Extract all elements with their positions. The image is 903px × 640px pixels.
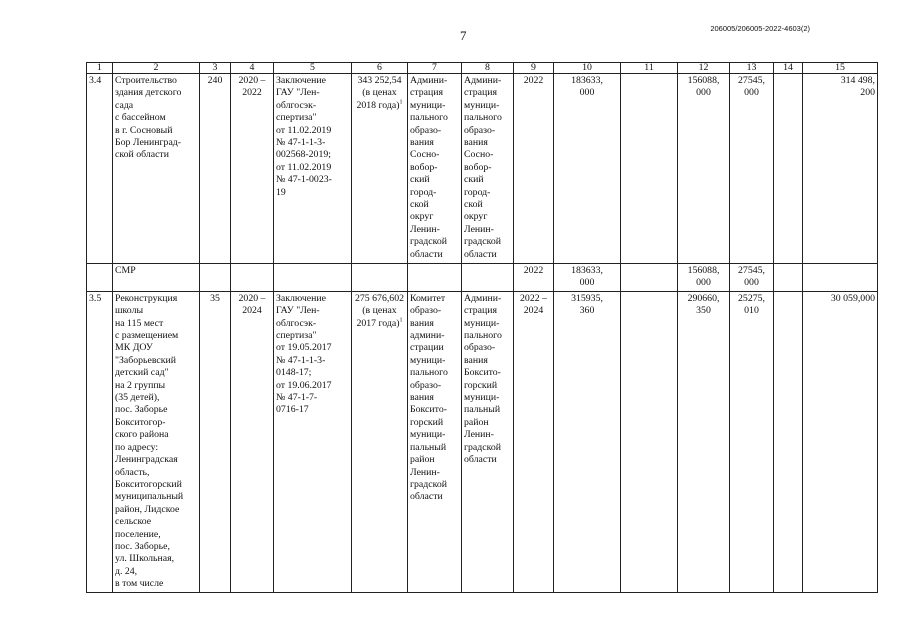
amount-cell (774, 291, 803, 592)
total-amount-cell: 315935, 360 (554, 291, 621, 592)
column-number: 2 (113, 63, 200, 74)
column-number: 3 (200, 63, 231, 74)
estimated-cost-value: 275 676,602 (в ценах 2017 года) (355, 292, 404, 329)
regional-amount-cell: 156088, 000 (678, 264, 730, 292)
year-cell: 2022 (514, 264, 554, 292)
table-row (87, 291, 878, 592)
total-amount-cell: 183633, 000 (554, 264, 621, 292)
balance-cell (803, 264, 878, 292)
column-number: 4 (231, 63, 274, 74)
column-number: 12 (678, 63, 730, 74)
amount-cell (774, 264, 803, 292)
column-number: 6 (352, 63, 408, 74)
customer-cell: Админи- страция муници- пального образо- вания Сосно- вобор- ский город- ской округ Ленин- градской области (408, 74, 462, 264)
estimated-cost-cell (352, 291, 408, 592)
document-code: 206005/206005-2022-4603(2) (710, 24, 810, 33)
developer-cell: Админи- страция муници- пального образо- вания Боксито- горский муници- пальный район Ленин- градской области (462, 291, 514, 592)
customer-cell: Комитет образо- вания админи- страции муници- пального образо- вания Бокситo- горский муници- пальный район Ленин- градской области (408, 291, 462, 592)
column-number: 8 (462, 63, 514, 74)
column-number: 15 (803, 63, 878, 74)
local-amount-cell: 27545, 000 (730, 264, 774, 292)
customer-cell (408, 264, 462, 292)
balance-cell: 314 498, 200 (803, 74, 878, 264)
column-number: 13 (730, 63, 774, 74)
column-number: 11 (621, 63, 678, 74)
total-amount-cell: 183633, 000 (554, 74, 621, 264)
estimated-cost-cell (352, 264, 408, 292)
amount-cell (774, 74, 803, 264)
developer-cell: Админи- страция муници- пального образо- вания Сосно- вобор- ский город- ской округ Ленин- градской области (462, 74, 514, 264)
footnote-mark: 1 (399, 317, 403, 324)
row-number: 3.4 (87, 74, 113, 264)
year-cell: 2022 (514, 74, 554, 264)
table-row (87, 74, 878, 264)
capacity-cell: 35 (200, 291, 231, 592)
table-row (87, 264, 878, 292)
estimated-cost-cell (352, 74, 408, 264)
column-number: 1 (87, 63, 113, 74)
developer-cell (462, 264, 514, 292)
footnote-mark: 1 (399, 99, 403, 106)
period-cell: 2020 – 2022 (231, 74, 274, 264)
amount-cell (621, 291, 678, 592)
regional-amount-cell: 290660, 350 (678, 291, 730, 592)
capacity-cell: 240 (200, 74, 231, 264)
row-number (87, 264, 113, 292)
column-number: 7 (408, 63, 462, 74)
page-number: 7 (460, 28, 467, 43)
column-number: 5 (274, 63, 352, 74)
row-number: 3.5 (87, 291, 113, 592)
object-name-cell: Реконструкция школы на 115 мест с размещением МК ДОУ "Заборьевский детский сад" на 2 группы (35 детей), пос. Заборье Бокситогор- ского района по адресу: Ленинградская область, Бокситогорский муниципальный район, Лидское сельское поселение, пос. Заборье, ул. Школьная, д. 24, в том числе (113, 291, 200, 592)
object-name-cell: Строительство здания детского сада с бассейном в г. Сосновый Бор Ленинград- ской области (113, 74, 200, 264)
object-name-cell: СМР (113, 264, 200, 292)
expertise-cell: Заключение ГАУ "Лен- облгосэк- спертиза" от 11.02.2019 № 47-1-1-3- 002568-2019; от 11.02.2019 № 47-1-0023- 19 (274, 74, 352, 264)
balance-cell: 30 059,000 (803, 291, 878, 592)
year-cell: 2022 – 2024 (514, 291, 554, 592)
column-number: 10 (554, 63, 621, 74)
local-amount-cell: 27545, 000 (730, 74, 774, 264)
amount-cell (621, 74, 678, 264)
data-table (86, 62, 878, 593)
estimated-cost-value: 343 252,54 (в ценах 2018 года) (356, 75, 402, 111)
expertise-cell: Заключение ГАУ "Лен- облгосэк- спертиза" от 19.05.2017 № 47-1-1-3- 0148-17; от 19.06.2017 № 47-1-7- 0716-17 (274, 291, 352, 592)
regional-amount-cell: 156088, 000 (678, 74, 730, 264)
column-number: 14 (774, 63, 803, 74)
period-cell (231, 264, 274, 292)
column-number-row (87, 63, 878, 74)
period-cell: 2020 – 2024 (231, 291, 274, 592)
column-number: 9 (514, 63, 554, 74)
local-amount-cell: 25275, 010 (730, 291, 774, 592)
amount-cell (621, 264, 678, 292)
capacity-cell (200, 264, 231, 292)
expertise-cell (274, 264, 352, 292)
